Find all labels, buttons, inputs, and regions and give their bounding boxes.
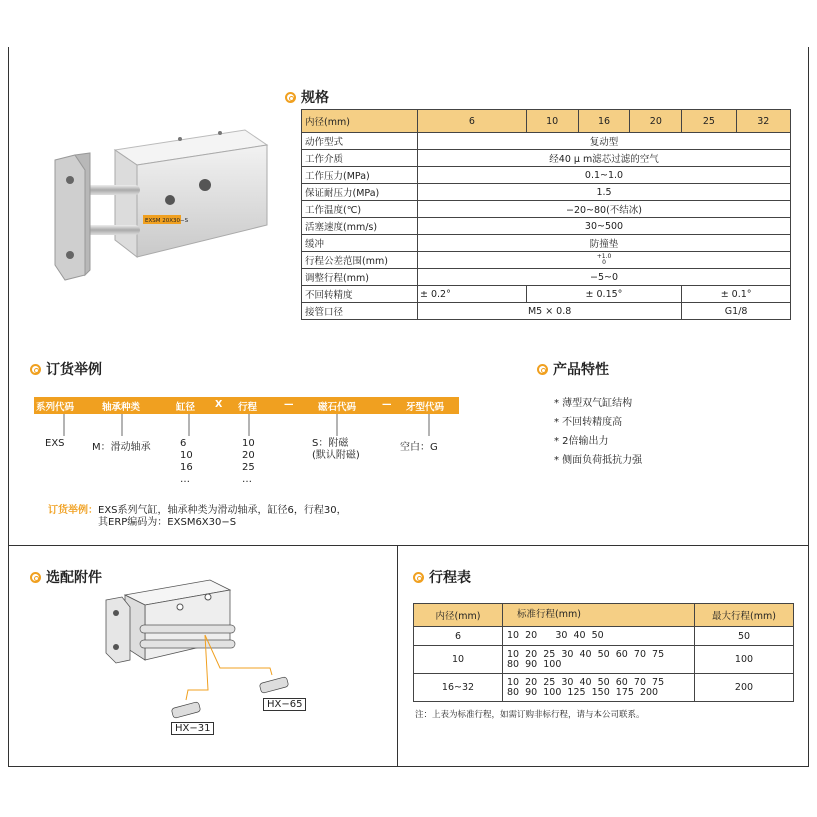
spec-row-label: 接管口径 (302, 303, 418, 320)
order-bar-item: — (382, 399, 392, 410)
spec-row-label: 工作介质 (302, 150, 418, 167)
stroke-table (413, 603, 794, 702)
order-example-line1: EXS系列气缸，轴承种类为滑动轴承，缸径6，行程30， (98, 505, 347, 516)
stroke-row (414, 646, 794, 674)
accessory-title-text: 选配附件 (46, 570, 102, 586)
ring-bullet-icon (413, 572, 424, 583)
order-bar-item: — (284, 399, 294, 410)
stroke-bore: 10 (414, 646, 503, 674)
spec-row-label: 缓冲 (302, 235, 418, 252)
stroke-option: 10 (242, 438, 255, 449)
spec-row (302, 269, 791, 286)
spec-row (302, 150, 791, 167)
spec-row (302, 133, 791, 150)
order-bar-item: 磁石代码 (318, 402, 357, 413)
stroke-standard-line: 10 20 25 30 40 50 60 70 75 (507, 648, 665, 660)
feature-item: * 不回转精度高 (554, 417, 623, 428)
accessory-drawing (100, 565, 310, 740)
precision-value: ± 0.15° (526, 286, 682, 303)
order-bar-item: 牙型代码 (406, 402, 445, 413)
order-bar-item: 系列代码 (36, 402, 75, 413)
tolerance-upper: +1.0 (596, 253, 612, 260)
ring-bullet-icon (30, 572, 41, 583)
cylinder-product-image (45, 115, 275, 285)
order-example (48, 505, 347, 529)
magnet-option: S：附磁 (312, 438, 349, 449)
spec-precision-row (302, 286, 791, 303)
spec-header-cell: 内径(mm) (302, 110, 418, 133)
spec-row (302, 218, 791, 235)
order-bearing: M：滑动轴承 (92, 442, 151, 453)
accessory-label-hx31: HX−31 (171, 722, 214, 735)
stroke-option: 25 (242, 462, 255, 473)
frame-right-line (808, 47, 809, 767)
order-bar-item: X (215, 399, 223, 410)
frame-left-line (8, 47, 9, 767)
spec-row-value: 0.1~1.0 (418, 167, 791, 184)
stroke-standard-line: 80 90 100 125 150 175 200 (507, 686, 659, 698)
spec-title (285, 87, 329, 107)
features-title-text: 产品特性 (553, 362, 609, 378)
bore-option: 6 (180, 438, 187, 449)
spec-row-value: 1.5 (418, 184, 791, 201)
spec-row-label: 行程公差范围(mm) (302, 252, 418, 269)
stroke-max: 50 (695, 627, 794, 646)
stroke-row (414, 674, 794, 702)
spec-row-label: 保证耐压力(MPa) (302, 184, 418, 201)
spec-port-row (302, 303, 791, 320)
order-title-text: 订货举例 (46, 362, 102, 378)
spec-row-label: 调整行程(mm) (302, 269, 418, 286)
port-value: G1/8 (682, 303, 791, 320)
order-bar-item: 缸径 (176, 402, 196, 413)
stroke-max: 100 (695, 646, 794, 674)
spec-title-text: 规格 (301, 90, 329, 106)
order-thread: 空白：G (400, 442, 438, 453)
feature-item: * 侧面负荷抵抗力强 (554, 455, 643, 466)
order-bar-item: 轴承种类 (102, 402, 141, 413)
stroke-standard (503, 646, 695, 674)
stroke-header-row (414, 604, 794, 627)
frame-divider-line (397, 545, 398, 767)
stroke-header-cell: 内径(mm) (414, 604, 503, 627)
spec-row (302, 167, 791, 184)
accessory-label-hx65: HX−65 (263, 698, 306, 711)
stroke-note: 注：上表为标准行程，如需订购非标行程，请与本公司联系。 (415, 710, 645, 720)
spec-tolerance-value (418, 252, 791, 269)
spec-row (302, 184, 791, 201)
order-bar-item: 行程 (238, 402, 258, 413)
stroke-standard-line: 10 20 30 40 50 (507, 630, 604, 641)
spec-row-label: 活塞速度(mm/s) (302, 218, 418, 235)
order-code-bar (34, 397, 459, 414)
order-magnet (312, 438, 360, 462)
order-example-line2: 其ERP编码为：EXSM6X30−S (98, 517, 237, 528)
spec-row-label: 不回转精度 (302, 286, 418, 303)
spec-row (302, 252, 791, 269)
stroke-max: 200 (695, 674, 794, 702)
stroke-title-text: 行程表 (429, 570, 471, 586)
spec-row-value: −5~0 (418, 269, 791, 286)
bore-option: … (180, 474, 190, 485)
stroke-standard-line: 10 20 25 30 40 50 60 70 75 (507, 676, 665, 688)
stroke-header-cell: 最大行程(mm) (695, 604, 794, 627)
stroke-row (414, 627, 794, 646)
order-title (30, 359, 102, 379)
port-value: M5 × 0.8 (418, 303, 682, 320)
stroke-option: … (242, 474, 252, 485)
spec-row-label: 工作温度(℃) (302, 201, 418, 218)
frame-bottom-line (8, 766, 809, 767)
product-label-text: EXSM 20X30−S (145, 218, 189, 224)
spec-row (302, 201, 791, 218)
tolerance-lower: 0 (602, 259, 606, 266)
spec-header-cell: 6 (418, 110, 527, 133)
spec-row-value: 经40 μ m滤芯过滤的空气 (418, 150, 791, 167)
features-list (554, 394, 642, 470)
spec-header-cell: 10 (526, 110, 578, 133)
precision-value: ± 0.2° (418, 286, 527, 303)
stroke-bore: 6 (414, 627, 503, 646)
order-strokes (242, 438, 255, 486)
stroke-table-title (413, 567, 471, 587)
bore-option: 10 (180, 450, 193, 461)
stroke-standard (503, 627, 695, 646)
spec-row-label: 工作压力(MPa) (302, 167, 418, 184)
ring-bullet-icon (30, 364, 41, 375)
magnet-default: (默认附磁) (312, 450, 360, 461)
accessory-title (30, 567, 102, 587)
frame-mid-line (8, 545, 809, 546)
bore-option: 16 (180, 462, 193, 473)
spec-header-cell: 16 (578, 110, 630, 133)
spec-row-value: 30~500 (418, 218, 791, 235)
features-title (537, 359, 609, 379)
spec-header-row (302, 110, 791, 133)
precision-value: ± 0.1° (682, 286, 791, 303)
stroke-header-cell: 标准行程(mm) (503, 604, 695, 627)
order-example-label: 订货举例： (48, 505, 98, 516)
spec-header-cell: 20 (630, 110, 682, 133)
feature-item: * 薄型双气缸结构 (554, 398, 633, 409)
order-bores (180, 438, 193, 486)
spec-row (302, 235, 791, 252)
stroke-standard (503, 674, 695, 702)
spec-row-value: −20~80(不结冰) (418, 201, 791, 218)
spec-header-cell: 25 (682, 110, 736, 133)
feature-item: * 2倍输出力 (554, 436, 609, 447)
stroke-option: 20 (242, 450, 255, 461)
ring-bullet-icon (537, 364, 548, 375)
stroke-bore: 16~32 (414, 674, 503, 702)
spec-header-cell: 32 (736, 110, 790, 133)
spec-row-value: 防撞垫 (418, 235, 791, 252)
stroke-standard-line: 80 90 100 (507, 658, 562, 670)
order-series: EXS (45, 438, 65, 449)
spec-row-label: 动作型式 (302, 133, 418, 150)
ring-bullet-icon (285, 92, 296, 103)
spec-table (301, 109, 791, 320)
spec-row-value: 复动型 (418, 133, 791, 150)
